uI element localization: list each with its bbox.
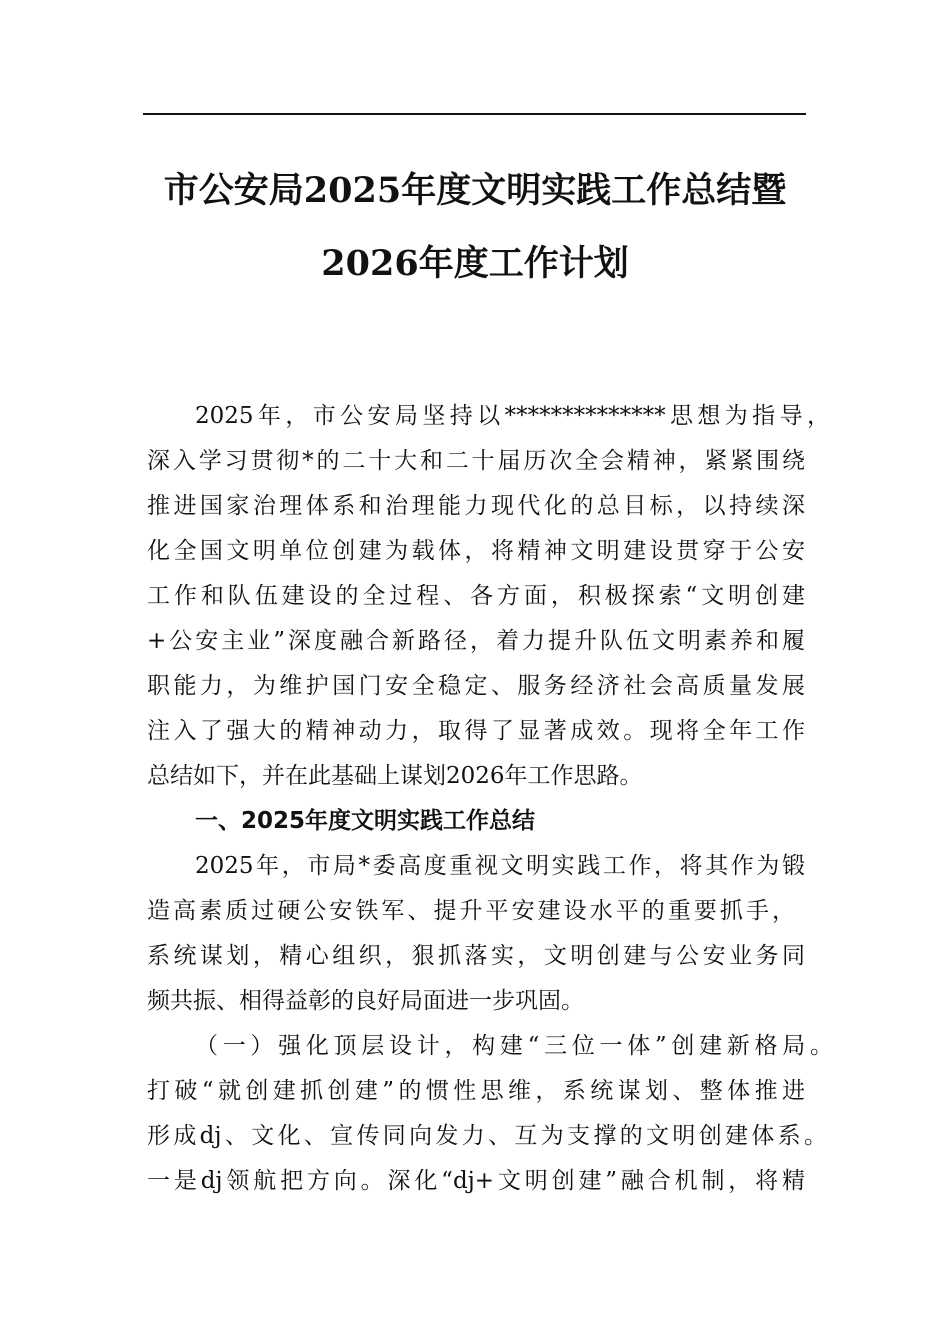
text-line: 系统谋划，精心组织，狠抓落实，文明创建与公安业务同	[147, 943, 805, 969]
section-heading: 一、2025年度文明实践工作总结	[195, 808, 536, 834]
text-line: 频共振、相得益彰的良好局面进一步巩固。	[147, 988, 584, 1014]
text-line: 形成dj、文化、宣传同向发力、互为支撑的文明创建体系。	[147, 1123, 827, 1149]
text-line: 总结如下，并在此基础上谋划2026年工作思路。	[147, 763, 643, 789]
text-line: 职能力，为维护国门安全稳定、服务经济社会高质量发展	[147, 673, 805, 699]
text-line: 推进国家治理体系和治理能力现代化的总目标，以持续深	[147, 493, 805, 519]
header-rule	[143, 113, 806, 115]
text-line: 2025年，市公安局坚持以**************思想为指导，	[195, 403, 830, 429]
text-line: 工作和队伍建设的全过程、各方面，积极探索“文明创建	[147, 583, 805, 609]
text-line: 一是dj领航把方向。深化“dj+文明创建”融合机制，将精	[147, 1168, 805, 1194]
text-line: 2025年，市局*委高度重视文明实践工作，将其作为锻	[195, 853, 805, 879]
subsection-heading: （一）强化顶层设计，构建“三位一体”创建新格局。	[195, 1033, 833, 1059]
document-title-line-1: 市公安局2025年度文明实践工作总结暨	[163, 170, 787, 211]
document-title-line-2: 2026年度工作计划	[321, 243, 629, 284]
text-line: 注入了强大的精神动力，取得了显著成效。现将全年工作	[147, 718, 805, 744]
text-line: 化全国文明单位创建为载体，将精神文明建设贯穿于公安	[147, 538, 805, 564]
text-line: 深入学习贯彻*的二十大和二十届历次全会精神，紧紧围绕	[147, 448, 805, 474]
text-line: +公安主业”深度融合新路径，着力提升队伍文明素养和履	[147, 628, 805, 654]
text-line: 造高素质过硬公安铁军、提升平安建设水平的重要抓手，	[147, 898, 795, 924]
text-line: 打破“就创建抓创建”的惯性思维，系统谋划、整体推进	[147, 1078, 805, 1104]
